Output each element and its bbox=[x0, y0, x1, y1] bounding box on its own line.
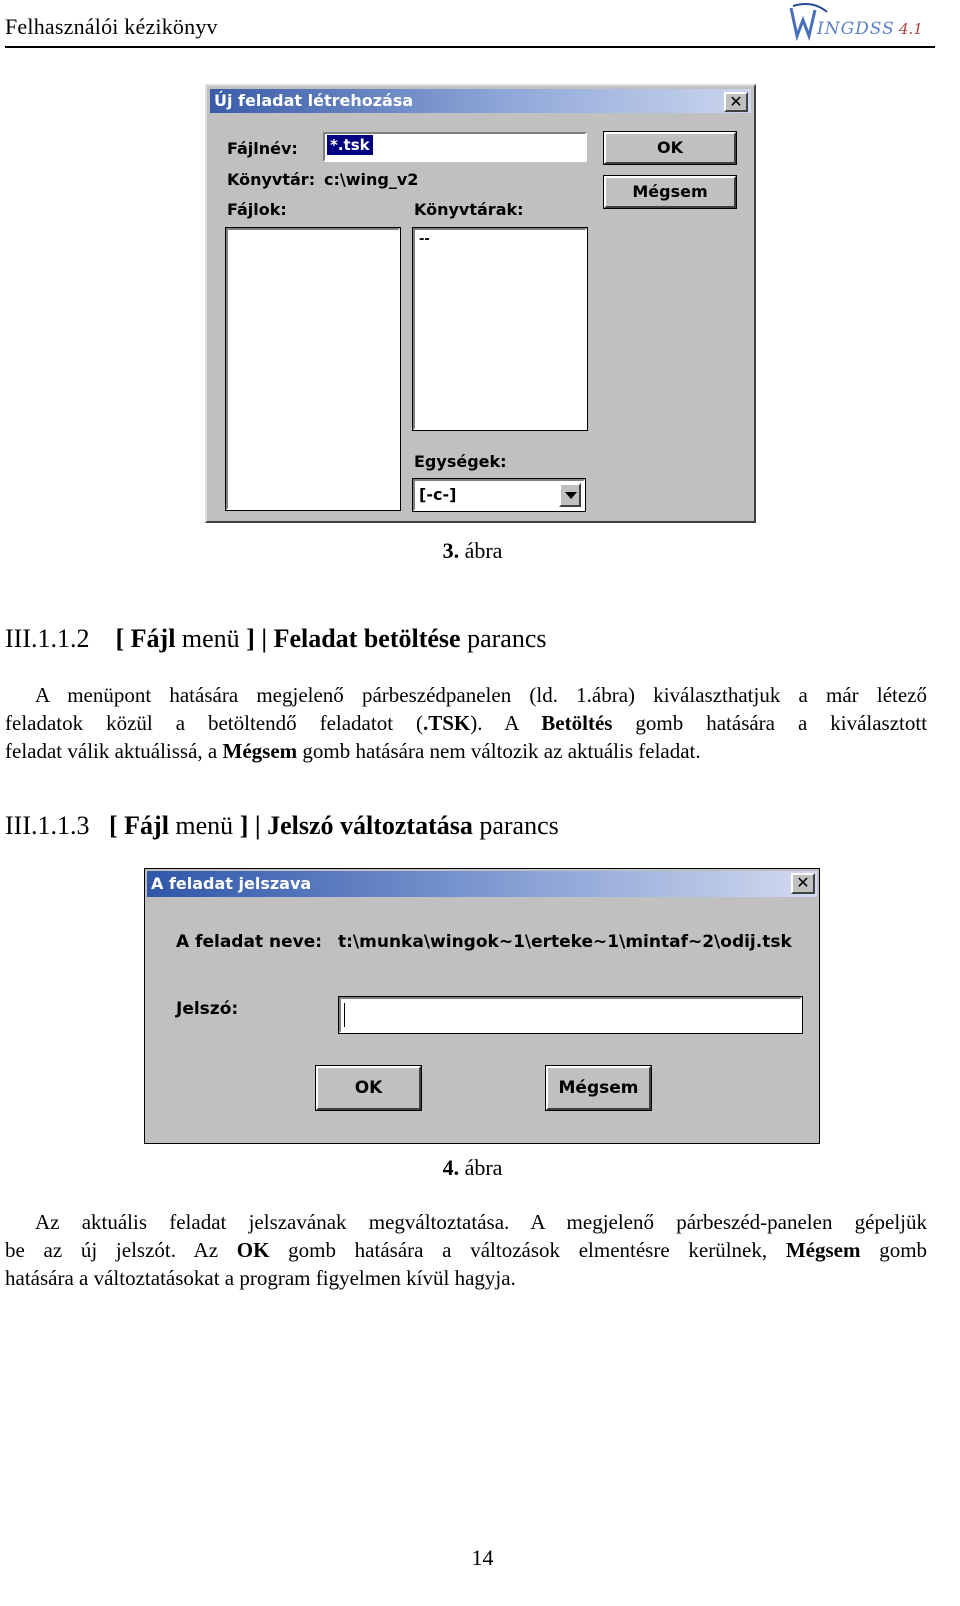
logo-lettering: INGDSS bbox=[817, 19, 895, 39]
text-run-bold: Betöltés bbox=[541, 711, 613, 735]
close-icon[interactable]: ✕ bbox=[724, 92, 748, 112]
cancel-button[interactable]: Mégsem bbox=[546, 1066, 651, 1110]
drives-label: Egységek: bbox=[414, 452, 507, 471]
page-number: 14 bbox=[471, 1545, 494, 1570]
menu-word: menü bbox=[175, 811, 234, 840]
figure-word: ábra bbox=[464, 1155, 503, 1180]
bracket-close: ] | bbox=[239, 811, 261, 840]
filename-input[interactable] bbox=[323, 132, 587, 162]
menu-word: menü bbox=[181, 624, 240, 653]
dialog-title: Új feladat létrehozása bbox=[214, 91, 414, 110]
text-run: gomb hatására a kiválasztott bbox=[635, 711, 928, 735]
menu-name: Fájl bbox=[130, 624, 176, 653]
directory-label: Könyvtár: bbox=[227, 170, 316, 189]
paragraph-line bbox=[5, 737, 927, 765]
text-run-bold: OK bbox=[236, 1238, 270, 1262]
paragraph-line: Az aktuális feladat jelszavának megváltoztatása. A megjelenő párbeszéd-panelen gépeljük bbox=[35, 1210, 927, 1234]
text-run-bold: Mégsem bbox=[785, 1238, 861, 1262]
directories-label: Könyvtárak: bbox=[414, 200, 524, 219]
section-heading-1-1-2 bbox=[5, 624, 547, 654]
task-name-label: A feladat neve: bbox=[176, 932, 323, 952]
chevron-down-icon[interactable] bbox=[559, 483, 581, 507]
section-number: III.1.1.2 bbox=[5, 624, 90, 653]
task-password-dialog bbox=[144, 868, 820, 1144]
filename-label: Fájlnév: bbox=[227, 139, 298, 158]
dialog-title: A feladat jelszava bbox=[151, 874, 312, 893]
filename-value: *.tsk bbox=[327, 135, 373, 155]
command-name: Jelszó változtatása bbox=[267, 811, 473, 840]
text-run-bold: Mégsem bbox=[222, 739, 298, 763]
task-name-value: t:\munka\wingok~1\erteke~1\mintaf~2\odij.tsk bbox=[338, 932, 792, 952]
paragraph-line: hatására a változtatásokat a program figyelmen kívül hagyja. bbox=[5, 1266, 516, 1290]
bracket-open: [ bbox=[108, 811, 118, 840]
header-title: Felhasználói kézikönyv bbox=[5, 14, 218, 39]
ok-button[interactable]: OK bbox=[316, 1066, 421, 1110]
text-run: feladatok közül a betöltendő feladatot ( bbox=[5, 711, 423, 735]
logo-version: 4.1 bbox=[899, 20, 923, 38]
text-run: gomb bbox=[879, 1238, 928, 1262]
figure-3-caption bbox=[0, 538, 945, 564]
password-label: Jelszó: bbox=[176, 999, 239, 1019]
command-word: parancs bbox=[479, 811, 559, 840]
directory-list-item[interactable]: -- bbox=[419, 232, 430, 247]
figure-word: ábra bbox=[464, 538, 503, 563]
dialog-titlebar bbox=[210, 89, 751, 113]
menu-name: Fájl bbox=[124, 811, 169, 840]
paragraph-line bbox=[5, 1236, 927, 1264]
text-run-bold: .TSK bbox=[422, 711, 471, 735]
new-task-dialog bbox=[205, 84, 756, 523]
command-word: parancs bbox=[467, 624, 547, 653]
cancel-button[interactable]: Mégsem bbox=[604, 176, 736, 208]
directories-listbox[interactable] bbox=[413, 228, 587, 430]
wingdss-logo-graphic bbox=[783, 2, 933, 44]
files-label: Fájlok: bbox=[227, 200, 287, 219]
paragraph-line: A menüpont hatására megjelenő párbeszédpanelen (ld. 1.ábra) kiválaszthatjuk a már létező bbox=[35, 683, 927, 707]
directory-value: c:\wing_v2 bbox=[324, 170, 419, 189]
drives-value: [-c-] bbox=[419, 485, 457, 504]
dialog-titlebar bbox=[147, 871, 817, 897]
figure-4-caption bbox=[0, 1155, 945, 1181]
section-heading-1-1-3 bbox=[5, 811, 559, 841]
figure-number: 4. bbox=[442, 1155, 460, 1180]
bracket-close: ] | bbox=[246, 624, 268, 653]
section-number: III.1.1.3 bbox=[5, 811, 90, 840]
paragraph-password bbox=[5, 1208, 927, 1292]
text-run: be az új jelszót. Az bbox=[5, 1238, 219, 1262]
ok-button[interactable]: OK bbox=[604, 132, 736, 164]
text-run: feladat válik aktuálissá, a bbox=[5, 739, 218, 763]
figure-number: 3. bbox=[442, 538, 460, 563]
close-icon[interactable]: ✕ bbox=[791, 873, 815, 894]
page-header bbox=[5, 14, 935, 48]
drives-combobox[interactable] bbox=[413, 479, 585, 511]
text-run: gomb hatására nem változik az aktuális feladat. bbox=[302, 739, 701, 763]
text-cursor bbox=[344, 1003, 345, 1027]
command-name: Feladat betöltése bbox=[273, 624, 461, 653]
text-run: gomb hatására a változások elmentésre kerülnek, bbox=[288, 1238, 768, 1262]
paragraph-line bbox=[5, 709, 927, 737]
files-listbox[interactable] bbox=[226, 228, 400, 510]
paragraph-load-task bbox=[5, 681, 927, 765]
password-input[interactable] bbox=[339, 997, 802, 1033]
text-run: ). A bbox=[470, 711, 519, 735]
bracket-open: [ bbox=[115, 624, 125, 653]
wingdss-logo bbox=[783, 2, 933, 44]
